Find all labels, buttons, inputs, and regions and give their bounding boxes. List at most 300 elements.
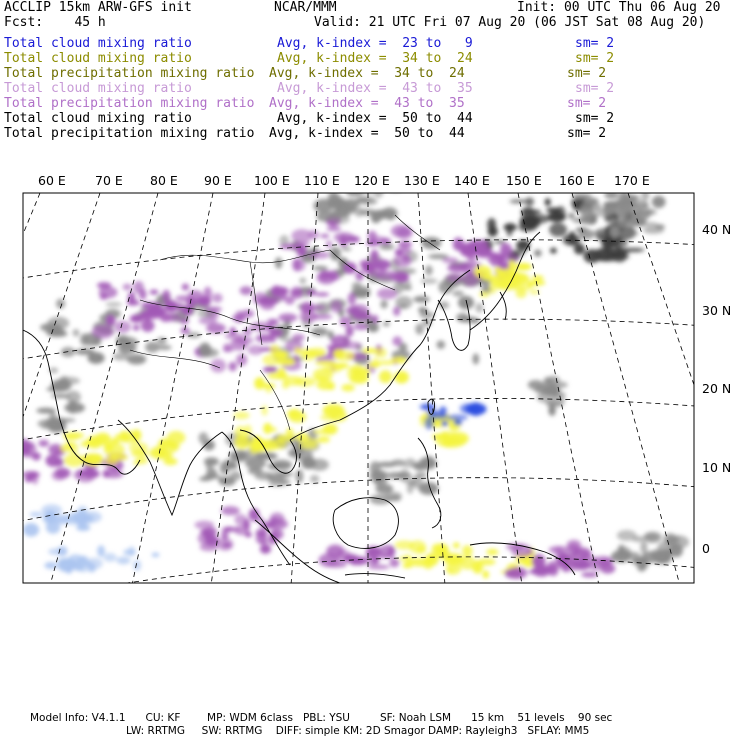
cloud-cell (604, 191, 619, 199)
cloud-cell (437, 340, 446, 349)
field-avg-4: Avg, k-index = 43 to 35 (277, 81, 473, 96)
cloud-cell (200, 529, 210, 535)
cloud-cell (423, 557, 434, 569)
cloud-cell (549, 223, 567, 237)
cloud-cell (424, 416, 434, 429)
cloud-cell (377, 360, 395, 365)
cloud-cell (388, 185, 403, 192)
cloud-cell (335, 351, 355, 361)
cloud-cell (327, 271, 339, 280)
cloud-cell (327, 226, 341, 231)
cloud-cell (389, 558, 399, 567)
field-name-6: Total cloud mixing ratio (4, 111, 192, 126)
cloud-cell (633, 217, 646, 227)
cloud-cell (288, 449, 300, 457)
cloud-cell (528, 380, 544, 390)
field-sm-1: sm= 2 (575, 36, 615, 51)
cloud-cell (545, 198, 551, 206)
cloud-cell (422, 237, 442, 249)
cloud-cell (97, 545, 105, 557)
cloud-cell (479, 292, 490, 298)
cloud-cell (589, 213, 598, 217)
model-info-line1: Model Info: V4.1.1 CU: KF MP: WDM 6class PBL: YSU SF: Noah LSM 15 km 51 levels 90 sec (30, 712, 613, 724)
cloud-cell (267, 463, 282, 470)
org-label: NCAR/MMM (274, 0, 337, 15)
cloud-cell (331, 335, 350, 347)
cloud-cell (230, 338, 248, 351)
cloud-cell (380, 300, 387, 309)
cloud-cell (451, 441, 465, 445)
cloud-cell (343, 262, 356, 274)
cloud-cell (399, 555, 413, 562)
cloud-cell (104, 553, 117, 562)
cloud-cell (549, 546, 569, 554)
cloud-cell (68, 554, 83, 564)
cloud-cell (326, 240, 333, 248)
cloud-cell (504, 223, 517, 231)
cloud-cell (334, 232, 355, 242)
cloud-cell (454, 420, 463, 425)
cloud-cell (532, 565, 550, 577)
field-sm-5: sm= 2 (567, 96, 607, 111)
cloud-cell (277, 358, 295, 365)
valid-time: Valid: 21 UTC Fri 07 Aug 20 (06 JST Sat 08 Aug 20) (314, 15, 706, 30)
cloud-cell (341, 247, 351, 251)
cloud-cell (116, 557, 130, 565)
cloud-cell (265, 385, 273, 393)
cloud-cell (475, 247, 493, 258)
cloud-cell (578, 229, 594, 239)
cloud-cell (38, 420, 56, 428)
cloud-cell (133, 560, 141, 571)
cloud-cell (458, 296, 474, 309)
cloud-cell (309, 347, 326, 356)
cloud-cell (163, 458, 177, 465)
cloud-cell (652, 196, 666, 208)
init-time: Init: 00 UTC Thu 06 Aug 20 (517, 0, 721, 15)
field-sm-4: sm= 2 (575, 81, 615, 96)
cloud-cell (353, 324, 368, 331)
cloud-cell (123, 284, 132, 291)
cloud-cell (277, 367, 286, 379)
cloud-cell (493, 281, 503, 285)
cloud-cell (210, 359, 226, 373)
lon-label-140: 140 E (454, 173, 490, 188)
lon-label-80: 80 E (150, 173, 178, 188)
cloud-cell (415, 324, 424, 335)
cloud-cell (243, 519, 250, 530)
field-avg-2: Avg, k-index = 34 to 24 (277, 51, 473, 66)
lat-label-10: 10 N (702, 460, 732, 475)
cloud-cell (58, 458, 65, 466)
cloud-cell (419, 312, 434, 318)
cloud-cell (106, 315, 116, 326)
cloud-cell (239, 450, 246, 456)
cloud-cell (446, 273, 464, 282)
cloud-cell (320, 234, 329, 238)
cloud-cell (66, 566, 72, 574)
cloud-cell (615, 198, 634, 209)
cloud-cell (599, 558, 611, 567)
cloud-cell (256, 534, 268, 544)
cloud-cell (168, 443, 180, 449)
cloud-cell (645, 210, 653, 216)
lon-label-120: 120 E (354, 173, 390, 188)
cloud-cell (308, 230, 319, 239)
cloud-cell (394, 272, 409, 282)
cloud-cell (327, 385, 335, 390)
cloud-cell (631, 556, 648, 565)
cloud-cell (383, 322, 390, 326)
cloud-cell (114, 321, 131, 333)
cloud-cell (32, 453, 41, 461)
cloud-cell (127, 354, 147, 364)
cloud-cell (391, 460, 406, 467)
cloud-cell (641, 190, 649, 201)
cloud-cell (556, 206, 566, 219)
cloud-cell (548, 376, 560, 384)
cloud-cell (150, 290, 159, 295)
cloud-cell (346, 325, 354, 337)
cloud-cell (370, 470, 387, 482)
lon-label-170: 170 E (614, 173, 650, 188)
cloud-cell (160, 313, 172, 322)
cloud-cell (597, 208, 614, 218)
field-avg-3: Avg, k-index = 34 to 24 (269, 66, 465, 81)
cloud-cell (569, 231, 576, 244)
cloud-cell (348, 293, 356, 306)
field-avg-1: Avg, k-index = 23 to 9 (277, 36, 473, 51)
field-sm-3: sm= 2 (567, 66, 607, 81)
cloud-cell (270, 531, 279, 544)
cloud-cell (59, 377, 80, 385)
cloud-cell (546, 401, 564, 407)
cloud-cell (274, 351, 289, 358)
cloud-cell (568, 213, 575, 219)
cloud-cell (23, 523, 39, 537)
cloud-cell (105, 302, 122, 306)
cloud-cell (508, 567, 528, 579)
cloud-cell (381, 238, 391, 245)
cloud-cell (532, 275, 544, 280)
cloud-cell (319, 553, 339, 567)
cloud-cell (157, 337, 167, 344)
cloud-cell (313, 266, 328, 271)
cloud-cell (180, 319, 189, 324)
cloud-cell (73, 472, 84, 479)
lon-label-130: 130 E (404, 173, 440, 188)
cloud-cell (200, 543, 218, 551)
cloud-cell (332, 363, 349, 368)
cloud-cell (139, 289, 147, 300)
cloud-cell (69, 400, 76, 414)
lat-label-30: 30 N (702, 303, 732, 318)
cloud-cell (295, 433, 309, 442)
field-name-7: Total precipitation mixing ratio (4, 126, 255, 141)
cloud-cell (368, 565, 390, 570)
cloud-cell (477, 559, 496, 566)
field-name-4: Total cloud mixing ratio (4, 81, 192, 96)
cloud-cell (300, 277, 307, 284)
cloud-cell (199, 344, 212, 358)
cloud-cell (133, 325, 139, 331)
cloud-cell (271, 286, 283, 298)
cloud-cell (494, 267, 501, 272)
cloud-cell (379, 370, 392, 383)
cloud-cell (670, 544, 683, 558)
cloud-cell (130, 315, 144, 323)
cloud-cell (314, 376, 328, 380)
model-info-line2: LW: RRTMG SW: RRTMG DIFF: simple KM: 2D Smagor DAMP: Rayleigh3 SFLAY: MM5 (126, 725, 590, 737)
field-sm-6: sm= 2 (575, 111, 615, 126)
cloud-cell (195, 521, 215, 530)
cloud-cell (331, 300, 343, 313)
cloud-cell (267, 319, 274, 327)
cloud-cell (462, 545, 473, 556)
cloud-cell (651, 552, 665, 559)
lon-label-60: 60 E (38, 173, 66, 188)
cloud-cell (343, 203, 357, 215)
cloud-cell (254, 377, 264, 389)
cloud-cell (343, 554, 358, 563)
cloud-cell (260, 544, 271, 553)
cloud-cell (643, 226, 664, 234)
cloud-cell (350, 307, 361, 315)
cloud-cell (420, 278, 437, 284)
field-name-3: Total precipitation mixing ratio (4, 66, 255, 81)
cloud-cell (617, 231, 639, 236)
cloud-cell (205, 457, 219, 466)
field-name-1: Total cloud mixing ratio (4, 36, 192, 51)
cloud-cell (352, 282, 362, 288)
cloud-cell (550, 248, 557, 254)
cloud-cell (263, 423, 272, 434)
cloud-cell (379, 244, 394, 250)
cloud-cell (221, 506, 240, 515)
cloud-cell (572, 217, 593, 223)
model-title: ACCLIP 15km ARW-GFS init (4, 0, 192, 15)
cloud-cell (197, 296, 211, 306)
cloud-cell (261, 405, 267, 416)
cloud-cell (415, 472, 427, 478)
field-name-2: Total cloud mixing ratio (4, 51, 192, 66)
lon-label-70: 70 E (95, 173, 123, 188)
cloud-cell (521, 207, 535, 219)
cloud-cell (581, 572, 598, 577)
cloud-cell (206, 323, 226, 333)
cloud-cell (141, 319, 155, 332)
cloud-cell (87, 514, 93, 523)
cloud-cell (263, 366, 278, 372)
cloud-cell (392, 336, 402, 346)
cloud-cell (370, 494, 392, 504)
cloud-cell (405, 458, 415, 463)
cloud-cell (235, 426, 247, 439)
cloud-cell (38, 440, 49, 447)
lon-label-90: 90 E (204, 173, 232, 188)
field-avg-7: Avg, k-index = 50 to 44 (269, 126, 465, 141)
field-sm-2: sm= 2 (575, 51, 615, 66)
cloud-cell (386, 212, 395, 220)
cloud-cell (509, 199, 527, 203)
cloud-cell (44, 562, 57, 569)
cloud-cell (81, 441, 94, 447)
cloud-cell (241, 310, 254, 318)
cloud-cell (611, 550, 632, 562)
cloud-cell (292, 334, 305, 341)
cloud-cell (255, 472, 274, 480)
cloud-cell (394, 254, 412, 267)
cloud-cell (368, 231, 377, 242)
cloud-cell (596, 234, 613, 242)
cloud-cell (355, 271, 364, 281)
cloud-cell (497, 253, 518, 266)
cloud-cell (313, 429, 334, 434)
cloud-cell (103, 470, 110, 478)
cloud-cell (29, 512, 42, 517)
lat-label-40: 40 N (702, 222, 732, 237)
cloud-cell (289, 411, 307, 423)
field-name-5: Total precipitation mixing ratio (4, 96, 255, 111)
cloud-cell (456, 313, 469, 322)
forecast-hour: Fcst: 45 h (4, 15, 106, 30)
cloud-cell (89, 454, 103, 463)
cloud-cell (482, 275, 495, 281)
cloud-cell (73, 329, 80, 337)
cloud-cell (291, 290, 301, 294)
lon-label-160: 160 E (559, 173, 595, 188)
cloud-cell (452, 290, 464, 296)
cloud-cell (413, 296, 430, 303)
cloud-cell (157, 345, 172, 350)
cloud-cell (245, 458, 266, 469)
cloud-cell (260, 300, 274, 310)
cloud-cell (396, 248, 412, 254)
cloud-cell (439, 301, 450, 309)
cloud-cell (314, 199, 334, 213)
cloud-cell (444, 553, 463, 566)
cloud-cell (248, 345, 264, 355)
cloud-cell (223, 459, 236, 466)
cloud-cell (48, 548, 66, 555)
cloud-cell (271, 427, 277, 432)
field-avg-5: Avg, k-index = 43 to 35 (269, 96, 465, 111)
cloud-cell (416, 546, 426, 554)
cloud-cell (92, 325, 114, 339)
cloud-cell (36, 408, 55, 414)
cloud-cell (441, 421, 448, 426)
cloud-cell (446, 415, 468, 421)
cloud-cell (642, 203, 648, 208)
cloud-cell (341, 384, 354, 391)
cloud-cell (275, 257, 282, 268)
cloud-cell (571, 194, 592, 199)
cloud-cell (483, 570, 489, 578)
cloud-cell (640, 541, 647, 554)
cloud-cell (240, 286, 253, 295)
cloud-cell (47, 317, 69, 330)
cloud-cell (315, 292, 329, 296)
lat-label-0: 0 (702, 541, 710, 556)
cloud-cell (278, 313, 297, 322)
cloud-cell (99, 287, 118, 299)
cloud-cell (26, 472, 33, 482)
cloud-cell (104, 442, 114, 451)
cloud-cell (162, 290, 171, 304)
cloud-cell (473, 353, 480, 364)
cloud-cell (487, 218, 496, 231)
cloud-cell (212, 293, 223, 302)
cloud-cell (612, 239, 628, 248)
cloud-cell (305, 305, 326, 311)
cloud-cell (301, 457, 316, 469)
cloud-cell (123, 549, 136, 555)
latitude-labels (702, 222, 731, 556)
cloud-cell (119, 434, 130, 441)
cloud-cell (76, 524, 90, 531)
cloud-cell (375, 348, 387, 358)
cloud-cell (51, 394, 71, 398)
cloud-cell (442, 257, 458, 263)
lon-label-100: 100 E (254, 173, 290, 188)
cloud-cell (229, 362, 237, 372)
cloud-cell (394, 371, 409, 384)
cloud-cell (52, 470, 67, 480)
cloud-cell (518, 263, 529, 269)
cloud-cell (571, 547, 591, 560)
cloud-cell (222, 543, 231, 548)
cloud-cell (453, 237, 464, 251)
cloud-cell (610, 226, 620, 238)
cloud-cell (644, 533, 658, 541)
cloud-cell (203, 474, 221, 479)
cloud-cell (221, 530, 228, 540)
longitude-labels (38, 173, 650, 188)
cloud-cell (393, 306, 400, 316)
cloud-cell (339, 316, 351, 326)
cloud-cell (118, 343, 136, 354)
field-avg-6: Avg, k-index = 50 to 44 (277, 111, 473, 126)
cloud-cell (243, 328, 252, 336)
cloud-cell (447, 264, 468, 272)
cloud-cell (439, 406, 447, 417)
cloud-cell (132, 429, 142, 441)
cloud-cell (412, 462, 434, 468)
cloud-cell (534, 249, 542, 256)
cloud-cell (375, 484, 393, 494)
cloud-cell (489, 284, 497, 294)
cloud-cell (315, 361, 336, 365)
cloud-cell (269, 329, 283, 337)
cloud-cell (292, 258, 301, 271)
cloud-cell (88, 352, 105, 364)
cloud-cell (46, 387, 67, 392)
cloud-cell (406, 480, 418, 485)
lat-label-20: 20 N (702, 381, 732, 396)
cloud-cell (486, 549, 498, 556)
cloud-cell (379, 554, 391, 558)
cloud-cell (300, 310, 318, 323)
cloud-cell (233, 412, 249, 420)
cloud-cell (310, 475, 319, 483)
cloud-cell (362, 261, 376, 272)
lon-label-150: 150 E (506, 173, 542, 188)
cloud-cell (152, 553, 160, 557)
cloud-cell (632, 536, 645, 542)
cloud-cell (465, 403, 486, 415)
cloud-cell (519, 223, 536, 232)
cloud-cell (182, 284, 189, 291)
